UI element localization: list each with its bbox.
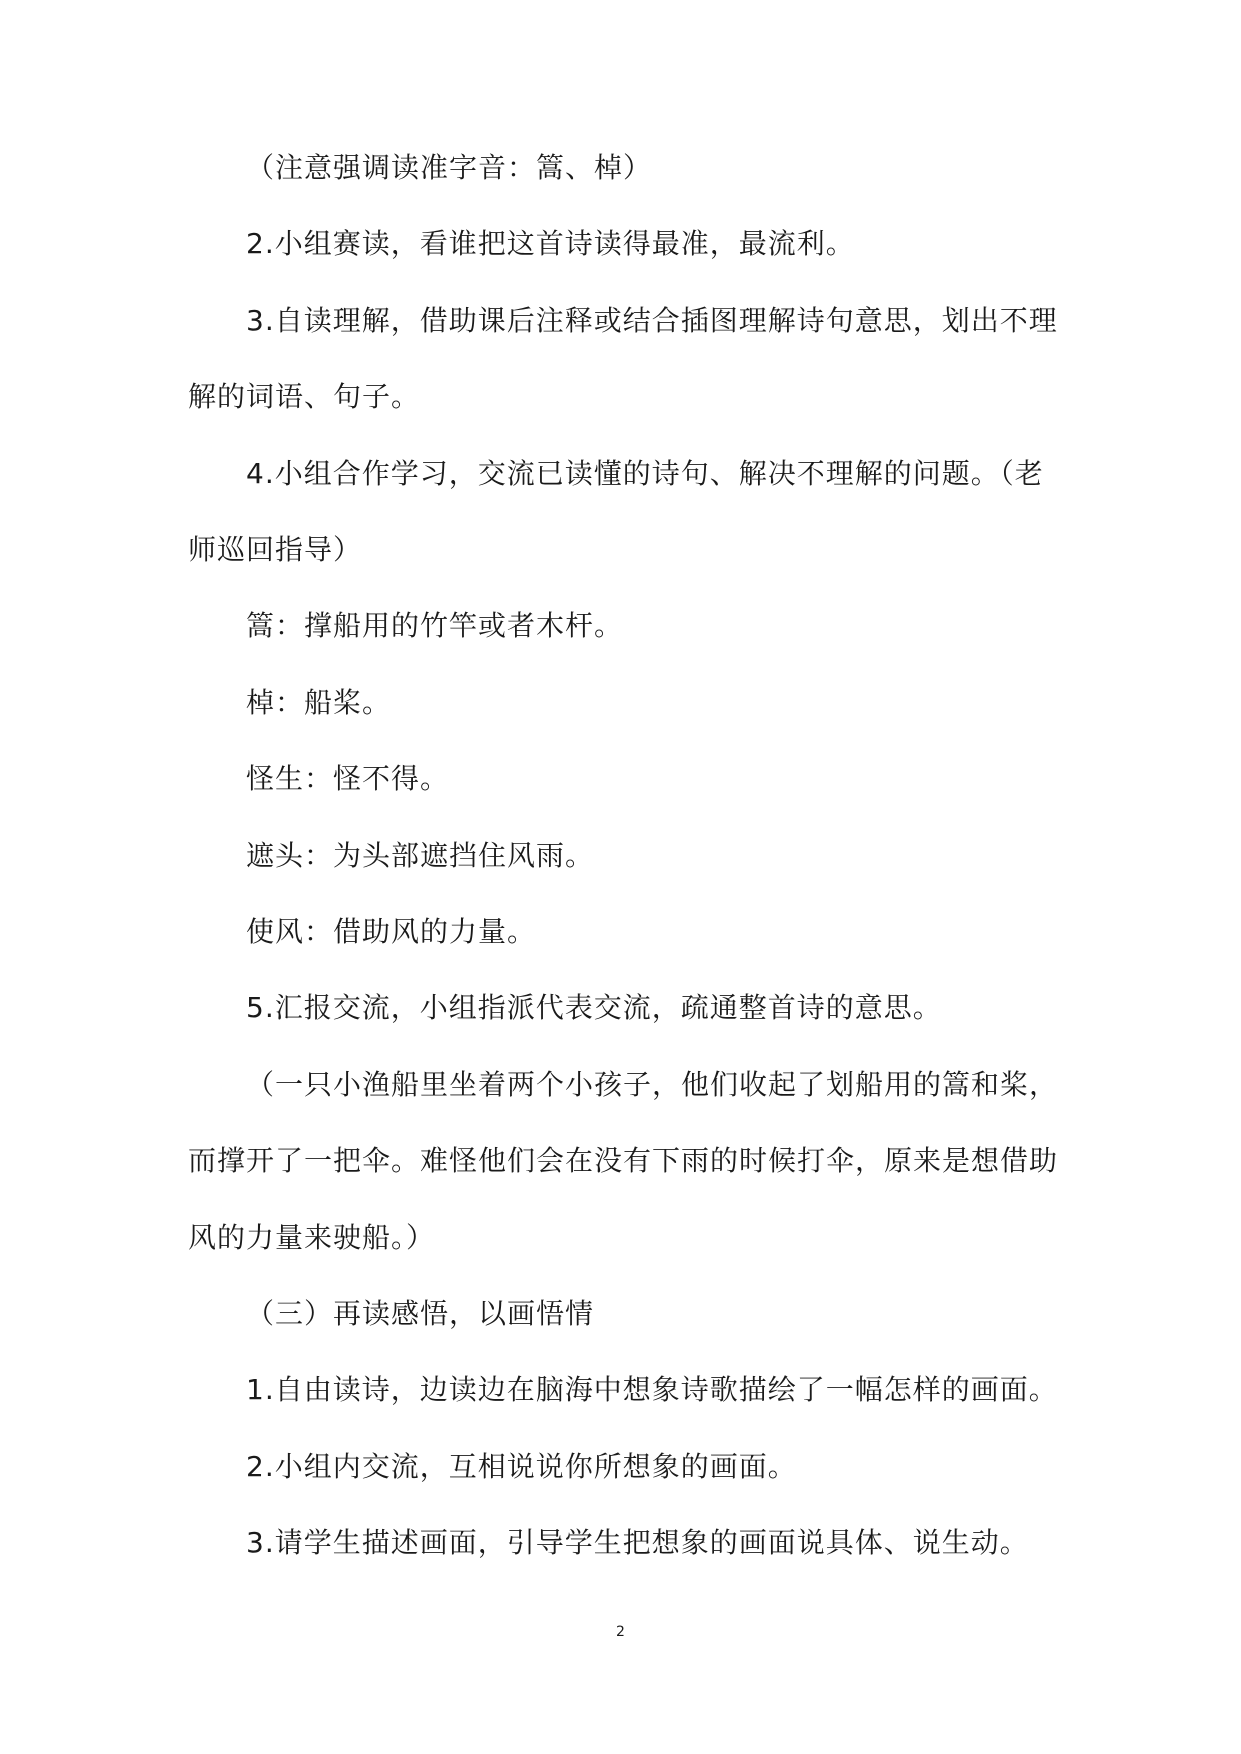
text-line: 遮头：为头部遮挡住风雨。: [246, 839, 595, 872]
text-line: 篙：撑船用的竹竿或者木杆。: [246, 609, 624, 642]
text-line: 2.小组内交流，互相说说你所想象的画面。: [246, 1450, 797, 1483]
text-line: 而撑开了一把伞。难怪他们会在没有下雨的时候打伞，原来是想借助: [188, 1144, 1059, 1177]
text-line: 4.小组合作学习，交流已读懂的诗句、解决不理解的问题。（老: [246, 457, 1044, 490]
text-line: （注意强调读准字音：篙、棹）: [246, 151, 653, 184]
text-line: 怪生：怪不得。: [246, 762, 450, 795]
text-line: 棹：船桨。: [246, 686, 392, 719]
text-line: 5.汇报交流，小组指派代表交流，疏通整首诗的意思。: [246, 991, 942, 1024]
text-line: （一只小渔船里坐着两个小孩子，他们收起了划船用的篙和桨，: [246, 1068, 1059, 1101]
text-line: 2.小组赛读，看谁把这首诗读得最准，最流利。: [246, 227, 855, 260]
text-line: 使风：借助风的力量。: [246, 915, 537, 948]
text-line: 1.自由读诗，边读边在脑海中想象诗歌描绘了一幅怎样的画面。: [246, 1373, 1058, 1406]
text-line: 风的力量来驶船。）: [188, 1221, 436, 1254]
text-line: 3.请学生描述画面，引导学生把想象的画面说具体、说生动。: [246, 1526, 1029, 1559]
text-line: 3.自读理解，借助课后注释或结合插图理解诗句意思，划出不理: [246, 304, 1058, 337]
page-number: 2: [616, 1624, 625, 1640]
section-heading: （三）再读感悟，以画悟情: [246, 1297, 595, 1330]
text-line: 解的词语、句子。: [188, 380, 421, 413]
text-line: 师巡回指导）: [188, 533, 363, 566]
